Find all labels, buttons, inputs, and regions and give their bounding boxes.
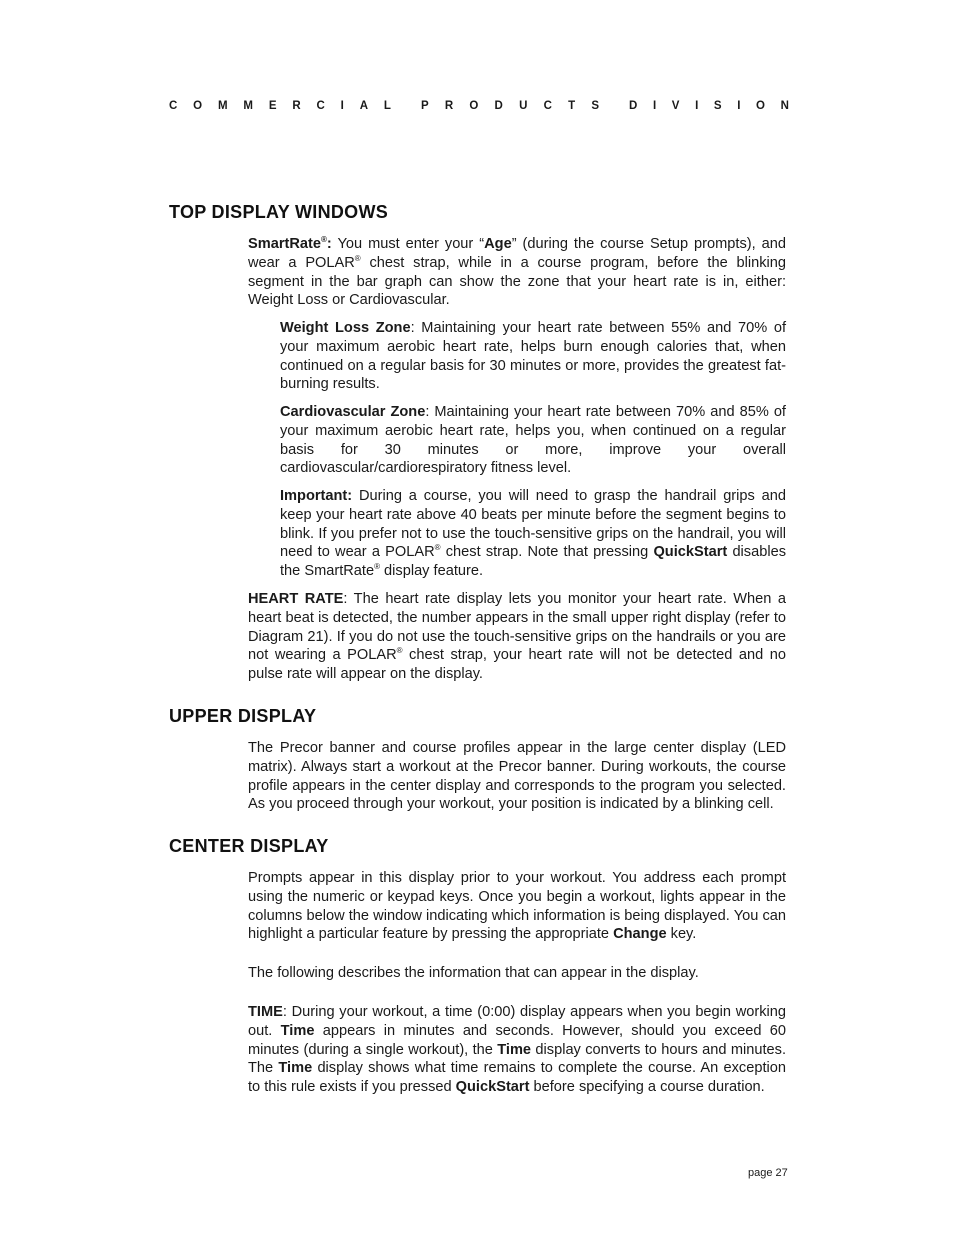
- header-word-commercial: C O M M E R C I A L: [169, 100, 391, 112]
- heart-rate-label: HEART RATE: [248, 591, 344, 607]
- cardiovascular-zone-label: Cardiovascular Zone: [280, 404, 426, 420]
- smartrate-paragraph: SmartRate®: You must enter your “Age” (during the course Setup prompts), and wear a POLAR® chest strap, while in a course program, before the blinking segment in the bar graph can show the zone that your heart rate is in, either: Weight Loss or Cardiovascular.: [248, 235, 786, 309]
- section-title-upper-display: UPPER DISPLAY: [169, 706, 317, 726]
- upper-display-paragraph: The Precor banner and course profiles appear in the large center display (LED matrix). Always start a workout at the Precor banner. During workouts, the course profile appears in the center display and corresponds to the program you selected. As you proceed through your workout, your position is indicated by a blinking cell.: [248, 740, 786, 813]
- center-display-description-paragraph: The following describes the information that can appear in the display.: [248, 965, 699, 981]
- time-paragraph: TIME: During your workout, a time (0:00) display appears when you begin working out. Time appears in minutes and seconds. However, should you exceed 60 minutes (during a single workout), the Time display converts to hours and minutes. The Time display shows what time remains to complete the course. An exception to this rule exists if you pressed QuickStart before specifying a course duration.: [248, 1004, 786, 1096]
- page-number: page 27: [748, 1167, 788, 1179]
- section-title-center-display: CENTER DISPLAY: [169, 836, 329, 856]
- time-label: TIME: [248, 1004, 283, 1020]
- weight-loss-zone-label: Weight Loss Zone: [280, 320, 411, 336]
- header-word-products: P R O D U C T S: [421, 100, 599, 112]
- weight-loss-zone-paragraph: Weight Loss Zone: Maintaining your heart rate between 55% and 70% of your maximum aerobic heart rate, helps burn enough calories that, when continued on a regular basis for 30 minutes or more, provides the greatest fat-burning results.: [280, 320, 786, 393]
- important-label: Important:: [280, 488, 353, 504]
- running-header: [169, 100, 789, 112]
- section-title-top-display: TOP DISPLAY WINDOWS: [169, 202, 389, 222]
- cardiovascular-zone-paragraph: Cardiovascular Zone: Maintaining your heart rate between 70% and 85% of your maximum aerobic heart rate, helps you, when continued on a regular basis for 30 minutes or more, improve your overall cardiovascular/cardiorespiratory fitness level.: [280, 404, 786, 477]
- header-word-division: D I V I S I O N: [629, 100, 789, 112]
- heart-rate-paragraph: HEART RATE: The heart rate display lets you monitor your heart rate. When a heart beat is detected, the number appears in the small upper right display (refer to Diagram 21). If you do not use the touch-sensitive grips on the handrails or you are not wearing a POLAR® chest strap, your heart rate will not be detected and no pulse rate will appear on the display.: [248, 591, 786, 683]
- important-paragraph: Important: During a course, you will need to grasp the handrail grips and keep your heart rate above 40 beats per minute before the segment begins to blink. If you prefer not to use the touch-sensitive grips on the handrail, you will need to wear a POLAR® chest strap. Note that pressing QuickStart disables the SmartRate® display feature.: [280, 488, 786, 580]
- center-display-intro-paragraph: Prompts appear in this display prior to your workout. You address each prompt using the numeric or keypad keys. Once you begin a workout, lights appear in the columns below the window indicating which information is being displayed. You can highlight a particular feature by pressing the appropriate Change key.: [248, 870, 786, 943]
- change-key-label: Change: [613, 926, 667, 943]
- smartrate-label: SmartRate®:: [248, 235, 332, 252]
